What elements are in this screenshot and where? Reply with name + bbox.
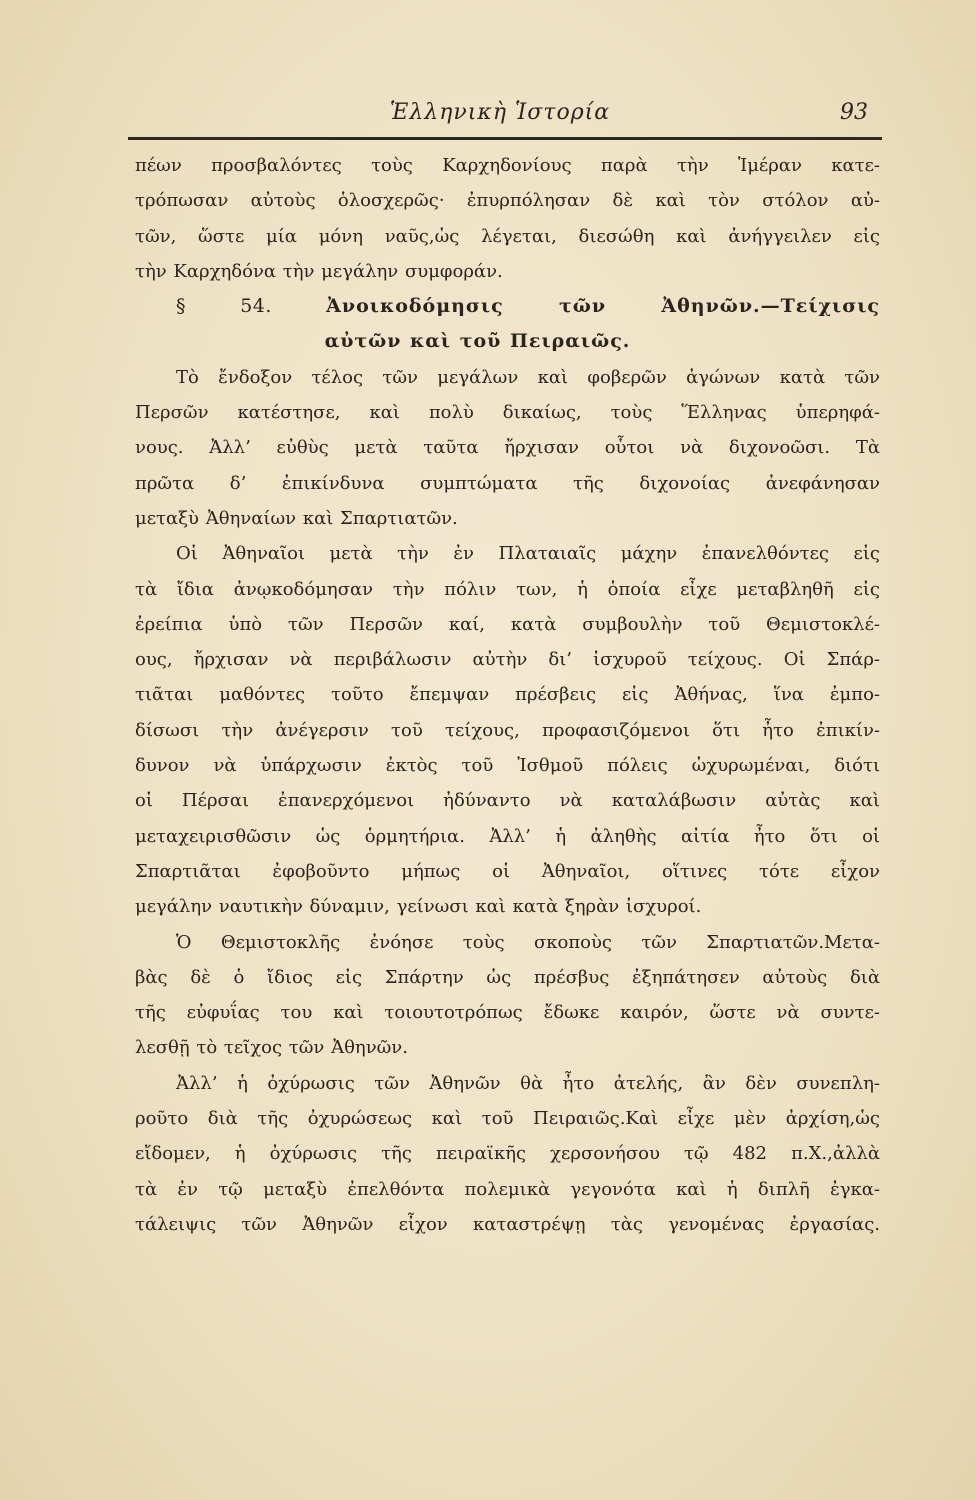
text-line: νους. Ἀλλ’ εὐθὺς μετὰ ταῦτα ἤρχισαν οὗτοι νὰ διχονοῶσι. Τὰ <box>135 437 880 459</box>
text-line: ἐρείπια ὑπὸ τῶν Περσῶν καί, κατὰ συμβουλὴν τοῦ Θεμιστοκλέ- <box>135 613 880 635</box>
text-line: τρόπωσαν αὐτοὺς ὁλοσχερῶς· ἐπυρπόλησαν δὲ καὶ τὸν στόλον αὐ- <box>135 190 880 212</box>
section-heading <box>135 289 880 360</box>
section-title: Ἀνοικοδόμησις τῶν Ἀθηνῶν.—Τείχισις <box>326 295 880 318</box>
paragraph <box>135 1066 880 1242</box>
paragraph <box>135 536 880 924</box>
paragraph <box>135 925 880 1066</box>
text-line: τὰ ἴδια ἀνῳκοδόμησαν τὴν πόλιν των, ἡ ὁποία εἶχε μεταβληθῆ εἰς <box>135 578 880 600</box>
text-line: οἱ Πέρσαι ἐπανερχόμενοι ἠδύναντο νὰ καταλάβωσιν αὐτὰς καὶ <box>135 790 880 812</box>
section-number: § 54. <box>176 295 272 318</box>
text-line: δυνον νὰ ὑπάρχωσιν ἐκτὸς τοῦ Ἰσθμοῦ πόλεις ὠχυρωμέναι, διότι <box>135 755 880 777</box>
text-line: τάλειψις τῶν Ἀθηνῶν εἶχον καταστρέψῃ τὰς γενομένας ἐργασίας. <box>135 1213 880 1235</box>
section-heading-line <box>135 289 880 324</box>
running-header-title: Ἑλληνικὴ Ἱστορία <box>389 100 611 125</box>
page-number: 93 <box>840 100 868 125</box>
text-line: πέων προσβαλόντες τοὺς Καρχηδονίους παρὰ τὴν Ἱμέραν κατε- <box>135 155 880 176</box>
text-line: βὰς δὲ ὁ ἴδιος εἰς Σπάρτην ὡς πρέσβυς ἐξηπάτησεν αὐτοὺς διὰ <box>135 966 880 988</box>
text-line: τὴν Καρχηδόνα τὴν μεγάλην συμφοράν. <box>135 260 503 282</box>
text-line: μεταξὺ Ἀθηναίων καὶ Σπαρτιατῶν. <box>135 507 458 529</box>
text-line: Οἱ Ἀθηναῖοι μετὰ τὴν ἐν Πλαταιαῖς μάχην ἐπανελθόντες εἰς <box>176 543 880 565</box>
text-block <box>135 148 880 1242</box>
header-rule <box>128 137 882 140</box>
text-line: πρῶτα δ’ ἐπικίνδυνα συμπτώματα τῆς διχονοίας ἀνεφάνησαν <box>135 472 880 494</box>
text-line: Περσῶν κατέστησε, καὶ πολὺ δικαίως, τοὺς Ἕλληνας ὑπερηφά- <box>135 402 880 424</box>
text-line: Ἀλλ’ ἡ ὀχύρωσις τῶν Ἀθηνῶν θὰ ἦτο ἀτελής, ἂν δὲν συνεπλη- <box>176 1072 880 1094</box>
text-line: Σπαρτιᾶται ἐφοβοῦντο μήπως οἱ Ἀθηναῖοι, οἵτινες τότε εἶχον <box>135 860 880 882</box>
text-line: ους, ἤρχισαν νὰ περιβάλωσιν αὐτὴν δι’ ἰσχυροῦ τείχους. Οἱ Σπάρ- <box>135 649 880 671</box>
text-line: τῶν, ὥστε μία μόνη ναῦς,ὡς λέγεται, διεσώθη καὶ ἀνήγγειλεν εἰς <box>135 225 880 247</box>
continuation-paragraph <box>135 148 880 289</box>
text-line: τὰ ἐν τῷ μεταξὺ ἐπελθόντα πολεμικὰ γεγονότα καὶ ἡ διπλῆ ἐγκα- <box>135 1178 880 1200</box>
text-line: Τὸ ἔνδοξον τέλος τῶν μεγάλων καὶ φοβερῶν ἀγώνων κατὰ τῶν <box>176 366 880 388</box>
text-line: μεταχειρισθῶσιν ὡς ὁρμητήρια. Ἀλλ’ ἡ ἀληθὴς αἰτία ἦτο ὅτι οἱ <box>135 825 880 847</box>
text-line: δίσωσι τὴν ἀνέγερσιν τοῦ τείχους, προφασιζόμενοι ὅτι ἦτο ἐπικίν- <box>135 719 880 741</box>
text-line: εἴδομεν, ἡ ὀχύρωσις τῆς πειραϊκῆς χερσονήσου τῷ 482 π.Χ.,ἀλλὰ <box>135 1143 880 1165</box>
paragraph <box>135 360 880 536</box>
section-title-continued: αὐτῶν καὶ τοῦ Πειραιῶς. <box>324 330 631 353</box>
text-line: μεγάλην ναυτικὴν δύναμιν, γείνωσι καὶ κατὰ ξηρὰν ἰσχυροί. <box>135 896 702 918</box>
text-line: λεσθῇ τὸ τεῖχος τῶν Ἀθηνῶν. <box>135 1037 408 1059</box>
text-line: Ὁ Θεμιστοκλῆς ἐνόησε τοὺς σκοποὺς τῶν Σπαρτιατῶν.Μετα- <box>176 931 880 953</box>
text-line: τιᾶται μαθόντες τοῦτο ἔπεμψαν πρέσβεις εἰς Ἀθήνας, ἵνα ἐμπο- <box>135 684 880 706</box>
text-line: τῆς εὐφυΐας του καὶ τοιουτοτρόπως ἔδωκε καιρόν, ὥστε νὰ συντε- <box>135 1002 880 1024</box>
section-heading-line <box>135 324 880 359</box>
text-line: ροῦτο διὰ τῆς ὀχυρώσεως καὶ τοῦ Πειραιῶς.Καὶ εἶχε μὲν ἀρχίση,ὡς <box>135 1108 880 1130</box>
